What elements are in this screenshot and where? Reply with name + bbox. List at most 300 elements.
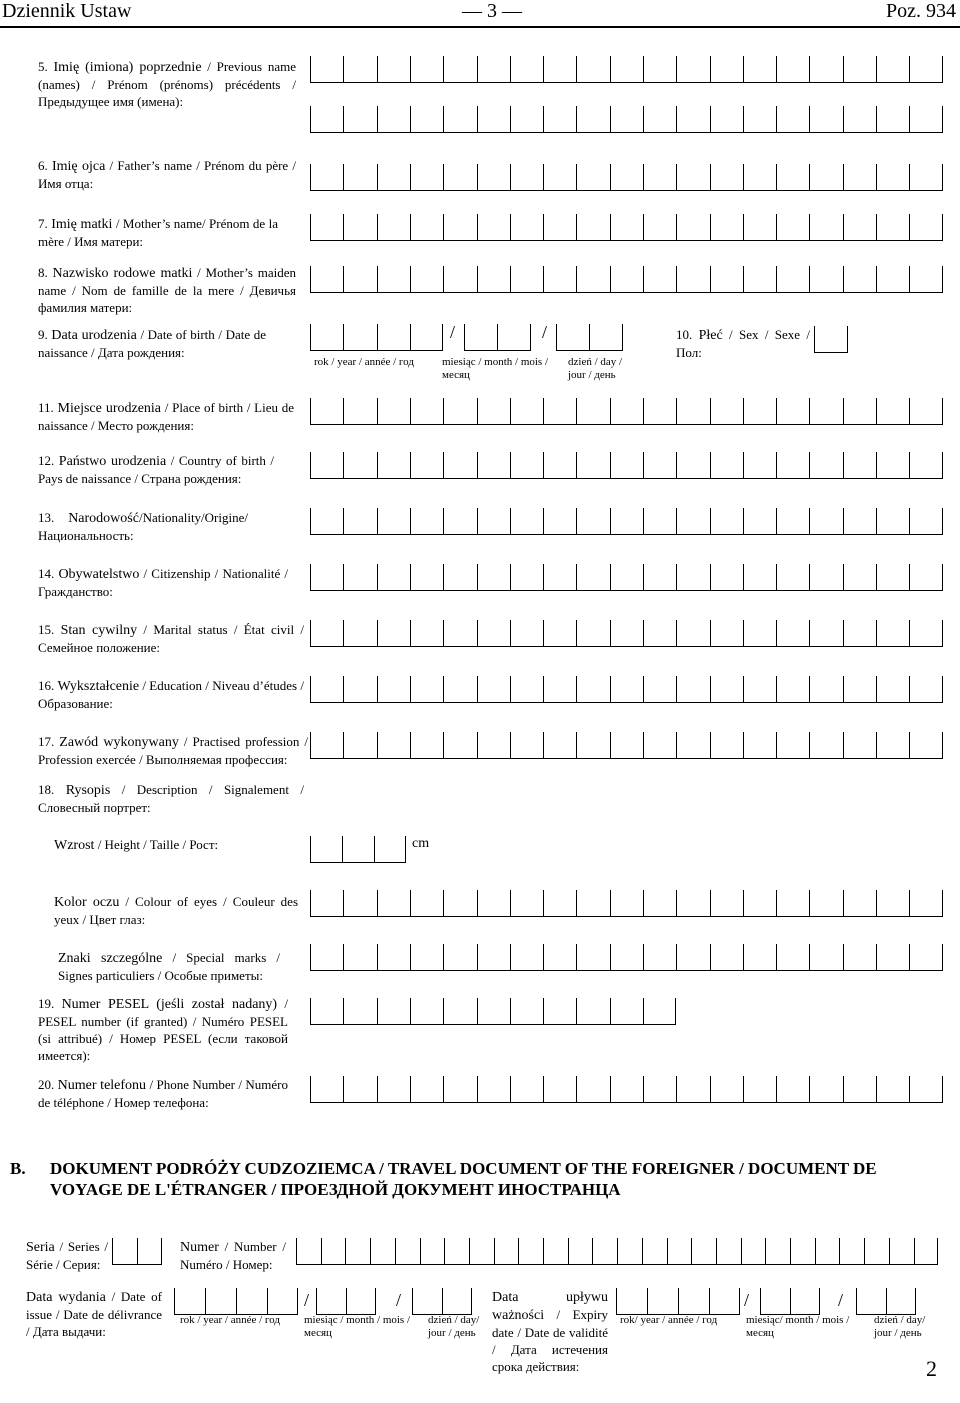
father-name-grid[interactable]: [310, 164, 943, 191]
grid-tick: [510, 944, 511, 970]
grid-tick: [310, 676, 311, 702]
grid-tick: [576, 732, 577, 758]
journal-title: Dziennik Ustaw: [2, 0, 132, 22]
grid-tick: [477, 164, 478, 190]
grid-tick: [310, 564, 311, 590]
special-marks-label: Znaki szczególne / Special marks / Signes particuliers / Особые приметы:: [58, 950, 281, 983]
grid-tick: [576, 620, 577, 646]
grid-tick: [643, 398, 644, 424]
grid-tick: [343, 266, 344, 292]
grid-tick: [377, 620, 378, 646]
grid-tick: [310, 508, 311, 534]
grid-tick: [643, 944, 644, 970]
grid-tick: [137, 1238, 138, 1264]
mother-maiden-name-grid[interactable]: [310, 266, 943, 293]
grid-tick: [543, 676, 544, 702]
grid-tick: [843, 944, 844, 970]
grid-tick: [443, 214, 444, 240]
grid-tick: [864, 1238, 865, 1264]
grid-tick: [741, 1238, 742, 1264]
dob-month-caption: miesiąc / month / mois / месяц: [442, 356, 549, 381]
grid-tick: [610, 508, 611, 534]
grid-tick: [710, 564, 711, 590]
grid-tick: [576, 564, 577, 590]
grid-tick: [610, 266, 611, 292]
citizenship-grid[interactable]: [310, 564, 943, 591]
grid-tick: [876, 214, 877, 240]
grid-tick: [543, 164, 544, 190]
grid-tick: [743, 564, 744, 590]
grid-tick: [667, 1238, 668, 1264]
grid-tick: [942, 214, 943, 240]
item-marital-status-label: 15. Stan cywilny / Marital status / État civil / Семейное положение:: [38, 622, 305, 655]
grid-tick: [510, 508, 511, 534]
phone-grid[interactable]: [310, 1076, 943, 1103]
sex-grid[interactable]: [814, 326, 848, 353]
grid-tick: [676, 452, 677, 478]
previous-name-grid-1[interactable]: [310, 56, 943, 83]
grid-tick: [909, 564, 910, 590]
grid-tick: [576, 1076, 577, 1102]
grid-tick: [543, 106, 544, 132]
grid-tick: [443, 164, 444, 190]
grid-tick: [310, 620, 311, 646]
grid-tick: [909, 944, 910, 970]
grid-tick: [809, 944, 810, 970]
item-education-label: 16. Wykształcenie / Education / Niveau d’études / Образование:: [38, 678, 304, 711]
grid-tick: [710, 452, 711, 478]
grid-tick: [643, 998, 644, 1024]
grid-tick: [343, 214, 344, 240]
grid-tick: [610, 676, 611, 702]
grid-tick: [843, 266, 844, 292]
grid-tick: [576, 266, 577, 292]
grid-tick: [310, 1076, 311, 1102]
height-label: Wzrost / Height / Taille / Рост:: [54, 837, 219, 853]
grid-tick: [716, 1238, 717, 1264]
grid-tick: [343, 1076, 344, 1102]
grid-tick: [876, 564, 877, 590]
grid-tick: [676, 398, 677, 424]
grid-tick: [343, 164, 344, 190]
grid-tick: [743, 56, 744, 82]
dob-slash-1: /: [450, 322, 456, 342]
grid-tick: [914, 1238, 915, 1264]
grid-tick: [410, 164, 411, 190]
grid-tick: [443, 732, 444, 758]
grid-tick: [543, 564, 544, 590]
issue-year-caption: rok / year / année / год: [180, 1314, 280, 1326]
grid-tick: [410, 620, 411, 646]
grid-tick: [643, 214, 644, 240]
grid-tick: [843, 452, 844, 478]
grid-tick: [410, 106, 411, 132]
grid-tick: [676, 676, 677, 702]
grid-tick: [776, 266, 777, 292]
grid-tick: [510, 620, 511, 646]
grid-tick: [410, 214, 411, 240]
grid-tick: [543, 1238, 544, 1264]
grid-tick: [310, 944, 311, 970]
item-mother-maiden-name-label: 8. Nazwisko rodowe matki / Mother’s maiden name / Nom de famille de la mere / Девичья фамилия матери:: [38, 265, 296, 315]
grid-tick: [856, 1288, 857, 1314]
grid-tick: [464, 324, 465, 350]
height-unit: cm: [412, 836, 430, 851]
grid-tick: [410, 508, 411, 534]
grid-tick: [876, 164, 877, 190]
grid-tick: [543, 620, 544, 646]
grid-tick: [809, 398, 810, 424]
grid-tick: [889, 1238, 890, 1264]
grid-tick: [174, 1288, 175, 1314]
grid-tick: [610, 106, 611, 132]
grid-tick: [942, 266, 943, 292]
grid-tick: [776, 620, 777, 646]
pesel-grid[interactable]: [310, 998, 676, 1025]
issue-year-grid[interactable]: [174, 1288, 298, 1315]
grid-tick: [477, 398, 478, 424]
grid-tick: [112, 1238, 113, 1264]
grid-tick: [622, 324, 623, 350]
grid-tick: [589, 324, 590, 350]
grid-tick: [643, 564, 644, 590]
grid-tick: [710, 398, 711, 424]
grid-tick: [710, 890, 711, 916]
grid-tick: [443, 620, 444, 646]
previous-name-grid-2[interactable]: [310, 106, 943, 133]
place-of-birth-grid[interactable]: [310, 398, 943, 425]
grid-tick: [610, 398, 611, 424]
grid-tick: [809, 266, 810, 292]
education-grid[interactable]: [310, 676, 943, 703]
grid-tick: [377, 452, 378, 478]
grid-tick: [942, 1076, 943, 1102]
grid-tick: [843, 214, 844, 240]
issue-slash-2: /: [396, 1290, 402, 1310]
grid-tick: [410, 944, 411, 970]
grid-tick: [709, 1288, 710, 1314]
grid-tick: [776, 1076, 777, 1102]
grid-tick: [377, 564, 378, 590]
grid-tick: [843, 106, 844, 132]
grid-tick: [374, 836, 375, 862]
grid-tick: [410, 1076, 411, 1102]
mother-name-grid[interactable]: [310, 214, 943, 241]
grid-tick: [494, 1238, 495, 1264]
grid-tick: [343, 398, 344, 424]
grid-tick: [909, 106, 910, 132]
item-date-of-birth-label: 9. Data urodzenia / Date of birth / Date de naissance / Дата рождения:: [38, 327, 267, 360]
grid-tick: [876, 676, 877, 702]
grid-tick: [510, 564, 511, 590]
grid-tick: [343, 508, 344, 534]
eye-colour-grid[interactable]: [310, 890, 943, 917]
grid-tick: [410, 564, 411, 590]
grid-tick: [809, 890, 810, 916]
page-number-bottom: 2: [926, 1356, 937, 1381]
grid-tick: [556, 324, 557, 350]
grid-tick: [809, 564, 810, 590]
grid-tick: [321, 1238, 322, 1264]
grid-tick: [576, 452, 577, 478]
grid-tick: [377, 508, 378, 534]
expiry-day-grid[interactable]: [856, 1288, 916, 1315]
grid-tick: [343, 998, 344, 1024]
grid-tick: [876, 732, 877, 758]
grid-tick: [518, 1238, 519, 1264]
grid-tick: [843, 508, 844, 534]
grid-tick: [942, 452, 943, 478]
grid-tick: [909, 676, 910, 702]
grid-tick: [477, 620, 478, 646]
grid-tick: [678, 1288, 679, 1314]
grid-tick: [377, 106, 378, 132]
series-label: Seria / Series / Série / Серия:: [26, 1239, 108, 1272]
item-previous-name-label: 5. Imię (imiona) poprzednie / Previous name (names) / Prénom (prénoms) précédents / Предыдущее имя (имена):: [38, 59, 297, 109]
grid-tick: [809, 164, 810, 190]
grid-tick: [886, 1288, 887, 1314]
grid-tick: [909, 452, 910, 478]
grid-tick: [310, 106, 311, 132]
dob-month-grid[interactable]: [464, 324, 531, 351]
grid-tick: [543, 508, 544, 534]
grid-tick: [643, 890, 644, 916]
item-pesel-label: 19. Numer PESEL (jeśli został nadany) / PESEL number (if granted) / Numéro PESEL (si attribué) / Номер PESEL (если таковой имеется):: [38, 996, 289, 1063]
grid-tick: [576, 890, 577, 916]
grid-tick: [743, 890, 744, 916]
grid-tick: [477, 676, 478, 702]
grid-tick: [843, 732, 844, 758]
dob-day-caption: dzień / day / jour / день: [568, 356, 623, 381]
grid-tick: [343, 324, 344, 350]
grid-tick: [710, 1076, 711, 1102]
item-profession-label: 17. Zawód wykonywany / Practised profession / Profession exercée / Выполняемая профессия:: [38, 734, 309, 767]
grid-tick: [675, 998, 676, 1024]
grid-tick: [710, 676, 711, 702]
grid-tick: [310, 164, 311, 190]
grid-tick: [809, 106, 810, 132]
grid-tick: [776, 890, 777, 916]
grid-tick: [909, 1076, 910, 1102]
grid-tick: [676, 732, 677, 758]
grid-tick: [510, 1076, 511, 1102]
issue-month-caption: miesiąc / month / mois / месяц: [304, 1314, 411, 1339]
series-grid[interactable]: [112, 1238, 162, 1265]
grid-tick: [205, 1288, 206, 1314]
grid-tick: [915, 1288, 916, 1314]
grid-tick: [942, 508, 943, 534]
dob-day-grid[interactable]: [556, 324, 623, 351]
grid-tick: [847, 326, 848, 352]
grid-tick: [876, 266, 877, 292]
grid-tick: [310, 324, 311, 350]
grid-tick: [909, 398, 910, 424]
grid-tick: [942, 56, 943, 82]
grid-tick: [410, 398, 411, 424]
grid-tick: [377, 266, 378, 292]
grid-tick: [576, 56, 577, 82]
grid-tick: [676, 164, 677, 190]
grid-tick: [345, 1238, 346, 1264]
item-citizenship-label: 14. Obywatelstwo / Citizenship / Nationalité / Гражданство:: [38, 566, 289, 599]
grid-tick: [497, 324, 498, 350]
grid-tick: [510, 452, 511, 478]
grid-tick: [743, 620, 744, 646]
grid-tick: [543, 56, 544, 82]
grid-tick: [909, 890, 910, 916]
grid-tick: [739, 1288, 740, 1314]
grid-tick: [610, 944, 611, 970]
grid-tick: [543, 890, 544, 916]
grid-tick: [543, 1076, 544, 1102]
marital-status-grid[interactable]: [310, 620, 943, 647]
expiry-day-caption: dzień / day/ jour / день: [874, 1314, 926, 1339]
grid-tick: [346, 1288, 347, 1314]
expiry-month-grid[interactable]: [760, 1288, 820, 1315]
grid-tick: [776, 508, 777, 534]
grid-tick: [942, 676, 943, 702]
grid-tick: [477, 732, 478, 758]
grid-tick: [343, 452, 344, 478]
grid-tick: [530, 324, 531, 350]
grid-tick: [443, 398, 444, 424]
nationality-grid[interactable]: [310, 508, 943, 535]
grid-tick: [819, 1288, 820, 1314]
grid-tick: [610, 56, 611, 82]
grid-tick: [576, 164, 577, 190]
section-b-letter: B.: [10, 1159, 26, 1178]
grid-tick: [710, 944, 711, 970]
grid-tick: [592, 1238, 593, 1264]
grid-tick: [576, 508, 577, 534]
issue-date-label: Data wydania / Date of issue / Date de délivrance / Дата выдачи:: [26, 1289, 163, 1339]
grid-tick: [310, 56, 311, 82]
grid-tick: [377, 944, 378, 970]
grid-tick: [342, 836, 343, 862]
grid-tick: [370, 1238, 371, 1264]
grid-tick: [743, 732, 744, 758]
grid-tick: [377, 324, 378, 350]
grid-tick: [510, 398, 511, 424]
grid-tick: [909, 620, 910, 646]
grid-tick: [444, 1238, 445, 1264]
grid-tick: [743, 214, 744, 240]
grid-tick: [676, 56, 677, 82]
grid-tick: [643, 106, 644, 132]
grid-tick: [443, 56, 444, 82]
position-number: Poz. 934: [886, 0, 956, 22]
grid-tick: [510, 890, 511, 916]
grid-tick: [790, 1238, 791, 1264]
grid-tick: [876, 508, 877, 534]
grid-tick: [676, 564, 677, 590]
grid-tick: [477, 452, 478, 478]
grid-tick: [876, 1076, 877, 1102]
grid-tick: [443, 998, 444, 1024]
grid-tick: [843, 398, 844, 424]
expiry-month-caption: miesiąc/ month / mois / месяц: [746, 1314, 850, 1339]
grid-tick: [743, 1076, 744, 1102]
grid-tick: [843, 890, 844, 916]
grid-tick: [610, 564, 611, 590]
grid-tick: [377, 398, 378, 424]
grid-tick: [568, 1238, 569, 1264]
number-grid[interactable]: [296, 1238, 938, 1265]
grid-tick: [839, 1238, 840, 1264]
grid-tick: [377, 732, 378, 758]
grid-tick: [843, 1076, 844, 1102]
grid-tick: [410, 266, 411, 292]
page-number-top: — 3 —: [462, 0, 522, 22]
grid-tick: [343, 620, 344, 646]
grid-tick: [543, 214, 544, 240]
grid-tick: [942, 564, 943, 590]
dob-slash-2: /: [542, 322, 548, 342]
grid-tick: [710, 266, 711, 292]
grid-tick: [876, 620, 877, 646]
grid-tick: [843, 56, 844, 82]
item-sex-label: 10. Płeć / Sex / Sexe / Пол:: [676, 327, 811, 360]
grid-tick: [843, 164, 844, 190]
grid-tick: [743, 508, 744, 534]
profession-grid[interactable]: [310, 732, 943, 759]
special-marks-grid[interactable]: [310, 944, 943, 971]
grid-tick: [616, 1288, 617, 1314]
grid-tick: [776, 564, 777, 590]
grid-tick: [510, 56, 511, 82]
grid-tick: [643, 732, 644, 758]
grid-tick: [776, 106, 777, 132]
grid-tick: [809, 56, 810, 82]
expiry-date-label: Data upływu ważności / Expiry date / Date de validité / Дата истечения срока действия:: [492, 1290, 608, 1374]
country-of-birth-grid[interactable]: [310, 452, 943, 479]
dob-year-caption: rok / year / année / год: [314, 356, 414, 368]
grid-tick: [743, 106, 744, 132]
grid-tick: [942, 944, 943, 970]
grid-tick: [443, 890, 444, 916]
grid-tick: [477, 890, 478, 916]
grid-tick: [760, 1288, 761, 1314]
expiry-year-grid[interactable]: [616, 1288, 740, 1315]
grid-tick: [343, 732, 344, 758]
height-grid[interactable]: [310, 836, 406, 863]
grid-tick: [876, 944, 877, 970]
grid-tick: [510, 214, 511, 240]
grid-tick: [815, 1238, 816, 1264]
grid-tick: [477, 214, 478, 240]
grid-tick: [710, 56, 711, 82]
grid-tick: [942, 890, 943, 916]
grid-tick: [410, 998, 411, 1024]
item-mother-name-label: 7. Imię matki / Mother’s name/ Prénom de la mère / Имя матери:: [38, 216, 278, 249]
grid-tick: [443, 1076, 444, 1102]
grid-tick: [647, 1288, 648, 1314]
grid-tick: [310, 398, 311, 424]
dob-year-grid[interactable]: [310, 324, 443, 351]
grid-tick: [610, 164, 611, 190]
grid-tick: [876, 890, 877, 916]
expiry-slash-2: /: [838, 1290, 844, 1310]
grid-tick: [510, 266, 511, 292]
issue-day-grid[interactable]: [412, 1288, 472, 1315]
eye-colour-label: Kolor oczu / Colour of eyes / Couleur des yeux / Цвет глаз:: [54, 894, 298, 927]
grid-tick: [543, 998, 544, 1024]
grid-tick: [643, 164, 644, 190]
grid-tick: [776, 214, 777, 240]
grid-tick: [510, 732, 511, 758]
grid-tick: [617, 1238, 618, 1264]
issue-month-grid[interactable]: [316, 1288, 376, 1315]
